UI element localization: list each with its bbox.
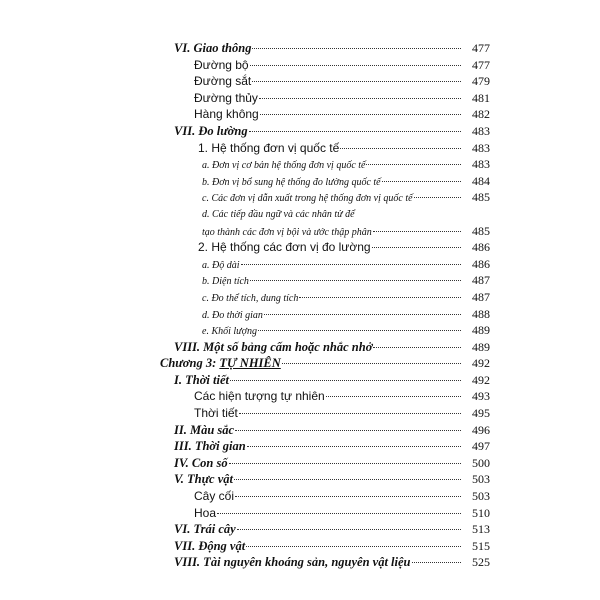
dot-leader [258,320,461,331]
dot-leader [373,337,461,348]
dot-leader [299,287,461,298]
dot-leader [234,469,461,480]
toc-page-number: 479 [472,74,490,89]
toc-page-number: 500 [472,455,490,470]
toc-page-number: 485 [472,190,490,205]
toc-entry-title: 1. Hệ thống đơn vị quốc tế [198,140,340,155]
dot-leader [412,552,461,563]
toc-page-number: 488 [472,306,490,321]
toc-entry-title: IV. Con số [174,455,228,470]
toc-page-number: 485 [472,223,490,238]
toc-entry-title: Hoa [194,505,217,520]
toc-entry-title: I. Thời tiết [174,372,229,387]
toc-page-number: 483 [472,123,490,138]
toc-entry-title: VII. Đo lường [174,123,248,138]
toc-entry [160,189,490,206]
toc-page-number: 515 [472,538,490,553]
toc-page-number: 489 [472,339,490,354]
dot-leader [250,55,461,66]
toc-entry-title: Cây cối [194,489,235,504]
toc-entry-title: Đường sắt [194,74,252,89]
toc-entry-title: V. Thực vật [174,472,233,487]
dot-leader [247,436,461,447]
dot-leader [252,71,461,82]
toc-page-number: 477 [472,41,490,55]
toc-page-number: 477 [472,57,490,72]
dot-leader [239,403,461,414]
toc-page-number: 492 [472,372,490,387]
toc-page-number: 482 [472,107,490,122]
dot-leader [326,386,461,397]
dot-leader [366,154,461,165]
toc-entry-title: VI. Trái cây [174,522,236,537]
toc-entry-title: a. Đơn vị cơ bản hệ thống đơn vị quốc tế [202,160,366,172]
dot-leader [382,171,461,182]
toc-entry-title: Các hiện tượng tự nhiên [194,389,325,404]
toc-entry-title: II. Màu sắc [174,422,235,437]
toc-page-number: 525 [472,555,490,570]
toc-entry-title: Đường thủy [194,90,258,105]
toc-page-number: 487 [472,273,490,288]
toc-page-number: 486 [472,240,490,255]
toc-entry-title: III. Thời gian [174,439,246,454]
toc-entry-title: c. Các đơn vị dẫn xuất trong hệ thống đơn vị quốc tế [202,193,413,205]
dot-leader [282,353,461,364]
dot-leader [249,121,461,132]
dot-leader [229,453,461,464]
toc-entry-title: Hàng không [194,107,259,122]
toc-page-number: 510 [472,505,490,520]
toc-page-number: 487 [472,289,490,304]
dot-leader [241,254,462,265]
dot-leader [237,519,461,530]
dot-leader [230,370,461,381]
toc-entry-title: b. Đơn vị bổ sung hệ thống đo lường quốc tế [202,176,381,188]
toc-entry-title: Đường bộ [194,57,249,72]
toc-page-number: 483 [472,140,490,155]
toc-entry-title: a. Độ dài [202,259,240,271]
toc-entry-title: tạo thành các đơn vị bội và ước thập phân [202,226,372,238]
dot-leader [250,270,461,281]
toc-entry-title: b. Diện tích [202,276,249,288]
toc-entry-title: VIII. Tài nguyên khoáng sản, nguyên vật liệu [174,555,411,570]
dot-leader [235,486,461,497]
toc-page-number: 497 [472,439,490,454]
toc-page-number: 486 [472,256,490,271]
toc-entry-title: VII. Động vật [174,538,246,553]
dot-leader [414,187,461,198]
dot-leader [259,88,461,99]
toc-page-number: 492 [472,356,490,371]
toc-entry-title: VI. Giao thông [174,41,252,55]
dot-leader [372,237,461,248]
toc-page-number: 483 [472,157,490,172]
toc-page-number: 513 [472,522,490,537]
dot-leader [246,536,461,547]
toc-entry-title: Thời tiết [194,406,238,421]
dot-leader [217,503,461,514]
table-of-contents [160,40,490,571]
dot-leader [252,38,461,49]
toc-entry-title: 2. Hệ thống các đơn vị đo lường [198,240,371,255]
dot-leader [340,138,461,149]
dot-leader [260,104,461,115]
toc-entry-title: d. Các tiếp đầu ngữ và các nhân tử để [202,208,355,220]
toc-entry-title: d. Đo thời gian [202,309,263,321]
toc-entry-title: c. Đo thể tích, dung tích [202,292,299,304]
toc-page-number: 489 [472,323,490,338]
dot-leader [235,420,461,431]
toc-page-number: 503 [472,489,490,504]
dot-leader [264,304,461,315]
dot-leader [373,221,461,232]
toc-entry [160,554,490,571]
chapter-name: TỰ NHIÊN [219,356,281,371]
toc-page-number: 493 [472,389,490,404]
toc-page-number: 503 [472,472,490,487]
toc-entry-title: e. Khối lượng [202,326,257,338]
toc-page-number: 495 [472,406,490,421]
chapter-prefix: Chương 3: [160,356,220,371]
toc-entry-title: VIII. Một số bảng cấm hoặc nhắc nhở [174,339,373,354]
toc-page-number: 481 [472,90,490,105]
toc-page-number: 484 [472,173,490,188]
toc-page-number: 496 [472,422,490,437]
